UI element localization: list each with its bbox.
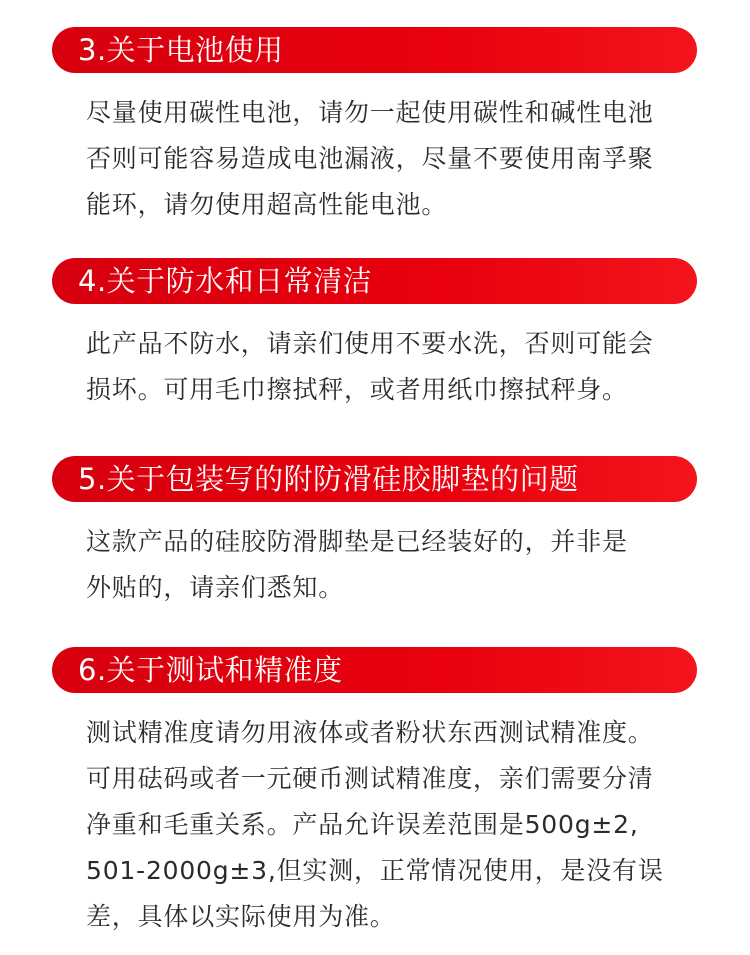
section-header-battery (52, 27, 697, 73)
section-title-battery: 3.关于电池使用 (78, 33, 284, 67)
body-line: 差，具体以实际使用为准。 (86, 902, 396, 931)
section-body-accuracy (86, 710, 706, 940)
section-title-silicone-feet: 5.关于包装写的附防滑硅胶脚垫的问题 (78, 462, 579, 496)
body-line: 501-2000g±3,但实测，正常情况使用，是没有误 (86, 856, 664, 885)
body-line: 此产品不防水，请亲们使用不要水洗，否则可能会 (86, 329, 654, 358)
body-line: 可用砝码或者一元硬币测试精准度，亲们需要分清 (86, 764, 654, 793)
body-line: 尽量使用碳性电池，请勿一起使用碳性和碱性电池 (86, 98, 654, 127)
section-header-waterproof (52, 258, 697, 304)
section-header-silicone-feet (52, 456, 697, 502)
section-body-battery (86, 90, 706, 228)
section-header-accuracy (52, 647, 697, 693)
body-line: 这款产品的硅胶防滑脚垫是已经装好的，并非是 (86, 527, 628, 556)
body-line: 净重和毛重关系。产品允许误差范围是500g±2, (86, 810, 639, 839)
section-body-waterproof (86, 321, 706, 413)
section-body-silicone-feet (86, 519, 706, 611)
body-line: 测试精准度请勿用液体或者粉状东西测试精准度。 (86, 718, 654, 747)
body-line: 损坏。可用毛巾擦拭秤，或者用纸巾擦拭秤身。 (86, 375, 628, 404)
body-line: 外贴的，请亲们悉知。 (86, 573, 345, 602)
section-title-accuracy: 6.关于测试和精准度 (78, 653, 343, 687)
body-line: 能环，请勿使用超高性能电池。 (86, 190, 448, 219)
body-line: 否则可能容易造成电池漏液，尽量不要使用南孚聚 (86, 144, 654, 173)
section-title-waterproof: 4.关于防水和日常清洁 (78, 264, 373, 298)
